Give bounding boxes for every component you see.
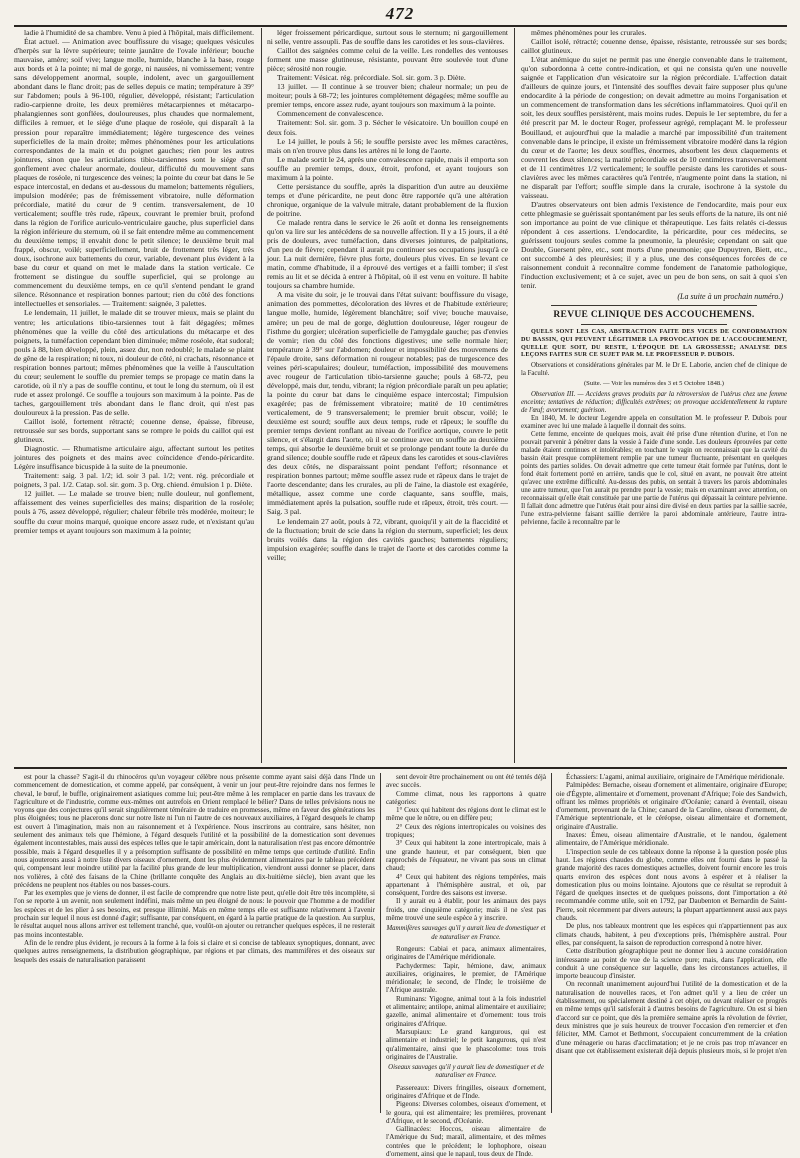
paragraph: On reconnaît unanimement aujourd'hui l'utilité de la domestication et de la naturalisation de nouvelles races, et l'on admet qu'il y a lieu de créer un établissement, ou spécialement destiné à cet objet, ou devant réaliser ce progrès en même temps qu'il satisferait à d'autres besoins de l'agriculture. On est si bien d'accord sur ce point, que dès la première semaine après la révolution de février, deux ministres que je suis heureux de trouver l'occasion d'en remercier et d'en féliciter, MM. Carnot et Bethmont, s'occupaient concurremment de la création d'une ménagerie ou haras d'acclimatation; et je ne crois pas trop m'avancer en disant que cet établissement existerait déjà depuis plusieurs mois, si le projet n'en [556,980,787,1055]
paragraph: Comme climat, nous les rapportons à quatre catégories: [386,789,546,806]
paragraph: Marsupiaux: Le grand kangurous, qui est alimentaire et industriel; le petit kangurous, qui n'est qu'alimentaire, ainsi que le phascolome: tous trois originaires de l'Australie. [386,1027,546,1061]
paragraph: A ma visite du soir, je le trouvai dans l'état suivant: bouffissure du visage, animation des pommettes, décoloration des lèvres et de l'habitude extérieure; langue molle, humide, légèrement blanchâtre; soif vive; bouche mauvaise, amère; un peu de mal de gorge, dégluttion douloureuse, léger rougeur de l'isthme du gorgier; ulcération superficielle de l'amygdale gauche; pas d'envies de vomir; rien du côté des fonctions digestives; une selle normale hier; température à 39° sur l'abdomen; douleur et impossibilité des mouvemens de l'épaule droite, sans déformation ni rougeur notables; pas de turgescence des veines péri-scapulaires; douleur, tuméfaction, impossibilité des mouvemens avec rougeur de l'articulation tibio-tarsienne gauche; pouls à 68-72, peu développé, mais dur, tendu, vibrant; la région précordiale paraît un peu aplatie; la pointe du cœur bat dans le cinquième espace intercostal; l'impulsion exagérée; pas de frémissement vibratoire; matité de 10 centimètres verticalement, de 9 transversalement; le premier bruit obscur, voilé; le deuxième est sourd; souffle aux deux temps, rude et râpeux; le souffle du premier temps devient ronflant au niveau de l'orifice aortique, couvre le petit silence, et s'élargit dans l'aorte, où il se continue avec un souffle au deuxième temps, qui absorbe le deuxième bruit et se prolonge pendant toute la durée du grand silence; double souffle rude et râpeux dans les carotides et sous-clavières des deux côtés, ne disparaissant point pendant l'effort; résonnance et respiration bonnes partout; même souffle assez rude et râpeux dans le trajet de l'aorte descendante; dans les crurales, au pli de l'aine, la diastole est exagérée, métallique, assez comme une corde claquante, sans souffle, mais, immédiatement après la pulsation, souffle rude et râpeux, étroit, très court. — Saig. 3 pal. [267,290,508,517]
paragraph: Commencement de convalescence. [277,109,384,119]
page-number: 472 [385,4,415,23]
paragraph: Pachydermes: Tapir, hémione, daw, animaux auxiliaires, originaires, le premier, de l'Amérique méridionale; le second, de l'Inde; le troisième de l'Afrique australe. [386,961,546,995]
article-subtitle: QUELS SONT LES CAS, ABSTRACTION FAITE DES VICES DE CONFORMATION DU BASSIN, QUI PEUVENT LÉGITIMER LA PROVOCATION DE L'ACCOUCHEMENT, QUELLE QUE SOIT, DU RESTE, L'ÉPOQUE DE LA GROSSESSE; ANALYSE DES LEÇONS FAITES SUR CE SUJET PAR M. LE PROFESSEUR P. DUBOIS. [521,328,787,359]
paragraph: 1° Ceux qui habitent des régions dont le climat est le même que le nôtre, ou en diffère peu; [386,806,546,823]
paragraph: Ce malade rentra dans le service le 26 août et donna les renseignements qu'on va lire sur les antécédens de sa nouvelle affection. Il y a 15 jours, il a été pris de douleurs, avec tuméfaction, dans diverses jointures, de palpitations, d'un peu de fièvre; cependant il aurait pu continuer ses occupations jusqu'à ce jour. La nuit dernière, fièvre plus forte, douleurs plus vives. En se levant ce matin, comme d'habitude, il a éprouvé des vertiges et a failli tomber; il s'est remis au lit et se décida à entrer à l'hôpital, où il est venu en voiture. Il habite toujours sa chambre humide. [267,217,508,291]
paragraph: mêmes phénomènes pour les crurales. [531,28,647,37]
section-divider [551,305,757,306]
column-rule-3 [380,773,381,1113]
paragraph: Par les exemples que je viens de donner, il est facile de comprendre que notre liste peut, qu'elle doit être très incomplète, si l'on se reporte à un avenir, non seulement indéfini, mais même un peu éloigné de nous: le pouvoir que l'homme a de modifier les espèces et de les plier à ses besoins, est presque illimité. Mais en même temps elle est suffisante relativement à l'avenir prochain sur lequel il nous est donné d'agir; suffisante, par conséquent, en égard à la partie pratique de la question. Au surplus, le résultat auquel nous allons arriver est tellement tranché, que, voulût-on ajouter ou retrancher quelques espèces, il ne resterait pas moins incontestable. [14,889,375,939]
paragraph: léger froissement péricardique, surtout sous le sternum; ni gargouillement ni selle, ventre assoupli. Pas de souffle dans les carotides et les sous-clavières. [267,28,508,47]
paragraph: Traitement: saig. 3 pal. 1/2; id. soir 3 pal. 1/2; vent. rég. précordiale et poignets, 3 pal. 1/2. Catap. sol. sir. gom. 3 p. Org. chiend. émulsion 1 p. Diète. [14,471,254,490]
continuation-note: (La suite à un prochain numéro.) [677,292,783,302]
paragraph: 12 juillet. — Le malade se trouve bien; nulle douleur, nul gonflement, affaissement des veines superficielles des mains; disparition de la roséole; pouls à 76, assez développé, régulier; chaleur fébrile très modérée, moiteur; le souffle du cœur moins marqué, quoique encore assez rude, et n'existant qu'au premier temps et ayant toujours son maximum à la pointe; [14,489,254,535]
column-rule-1 [261,28,262,763]
table-heading: Mammifères sauvages qu'il y aurait lieu de domestiquer et de naturaliser en France. [386,925,546,941]
paragraph: D'autres observateurs ont bien admis l'existence de l'endocardite, mais pour eux cette phlegmasie se guérissait spontanément par les seuls efforts de la nature, ils ont nié son importance au point de vue clinique et thérapeutique. Les faits relatés ci-dessus répondent à ces assertions. L'endocardite, la péricardite, pour ces médecins, se guérissent toujours seules comme la pneumonie, la pleurésie; cependant on sait que Double, Guersent père, etc., sont morts d'une pneumonie; que Dupuytren, Biett, etc., ont succombé à des pleurésies; il y a plus, une des conséquences forcées de ce raisonnement conduit à reconnaître comme fondement de l'anatomie pathologique, l'induction exclusivement; et à ce sujet, avec un peu de bon sens, on sait à quoi s'en tenir. [521,199,787,291]
paragraph: Inaxes: Émeu, oiseau alimentaire d'Australie, et le nandou, également alimentaire, de l'Amérique méridionale. [556,831,787,848]
paragraph: Caillot isolé, rétracté; couenne dense, épaisse, résistante, retroussée sur ses bords; caillot glutineux. [521,37,787,56]
column-a [14,28,254,763]
paragraph: Échassiers: L'agami, animal auxiliaire, originaire de l'Amérique méridionale. [566,773,785,781]
paragraph: De plus, nos tableaux montrent que les espèces qui n'appartiennent pas aux climats chauds, habitent, à peu d'exceptions près, l'hémisphère austral. Pour elles, par conséquent, la saison de reproduction correspond à notre hiver. [556,922,787,947]
paragraph: Le lendemain, 11 juillet, le malade dit se trouver mieux, mais se plaint du ventre; les articulations tibio-tarsiennes tout à fait dégagées; mêmes phénomènes que la veille du côté des articulations du métacarpe et des poignets, la tuméfaction cependant bien diminuée; même roséole, état sudoral; pouls à 88, bien développé, plein, assez dur, non redoublé; le malade se plaint de gêne de la respiration; ni toux, ni douleur de côté, ni crachats, résonnance et respiration bonnes partout; mêmes phénomènes que la veille à l'auscultation du cœur; seulement le souffle du premier temps se propage ce matin dans la carotide, où il n'y a pas de souffle continu, et tout le long du sternum, où il est rude et assez prolongé. Ce souffle a toujours son maximum à la pointe. Pas de taches, gargouillement très abondant dans le flanc droit, qui n'est pas douloureux à la pression. Pas de selle. [14,308,254,417]
paragraph: Il y aurait eu à établir, pour les animaux des pays froids, une cinquième catégorie; mais il ne s'est pas même trouvé une seule espèce à y inscrire. [386,897,546,923]
paragraph: Diagnostic. — Rhumatisme articulaire aigu, affectant surtout les petites jointures des poignets et des mains avec coïncidence d'endo-péricardite. Légère insuffisance bicuspide à la suite de la pneumonie. [14,444,254,472]
column-c [521,28,787,763]
table-heading: Oiseaux sauvages qu'il y aurait lieu de domestiquer et de naturaliser en France. [388,1064,544,1080]
paragraph: Traitement: Vésicat. rég. précordiale. Sol. sir. gom. 3 p. Diète. [277,73,466,83]
paragraph: est pour la chasse? S'agit-il du rhinocéros qu'un voyageur célèbre nous présente comme ayant saisi déjà dans l'Inde un commencement de domestication, et comme appelé, par conséquent, à venir un jour peut-être rejoindre dans nos fermes le cheval, le bœuf, le buffle, originairement asiatiques comme lui; peut-être même à les remplacer en partie dans les travaux de l'agriculture et de l'industrie, comme eux-mêmes ont autrefois en Orient remplacé le bélier? Dans de telles prévisions nous ne voyons que des conjectures qu'il serait singulièrement téméraire de traduire en promesses, même en faveur des générations les plus éloignées; tous ne placerons donc sur notre liste ni l'un ni l'autre de ces nouveaux auxiliaires, à l'égard desquels le champ est ouvert à l'imagination, mais non au raisonnement et à l'expérience. Nous inscrirons au contraire, sans hésiter, non seulement des animaux tels que l'hémione, à l'égard desquels l'utilité et la possibilité de la domestication sont devenues également incontestables, mais aussi des espèces telles que le tapir américain, dont la naturalisation n'est pas encore démontrée possible, mais à l'égard desquelles il y a présomption suffisante de possibilité en même temps que certitude d'utilité. Enfin nous ajouterons aussi à notre liste divers oiseaux d'ornement, dont les plus évidemment alimentaires par le tableau précédent qui, compensant leur moindre utilité par la facilité plus grande de leur multiplication, viendront aussi donner se placer, dans nos volières, à côté des faisans de la Chine (brillante conquête des Anglais au dix-huitième siècle), bien avant que les précédens ne peuplent nos étables ou nos basses-cours. [14,773,375,889]
section-divider [581,324,727,325]
column-rule-4 [551,773,552,1113]
paragraph: En 1840, M. le docteur Legendre appela en consultation M. le professeur P. Dubois pour examiner avec lui une malade à laquelle il donnait des soins. [521,414,787,430]
paragraph: Palmipèdes: Bernache, oiseau d'ornement et alimentaire, originaire d'Europe; oie d'Égypte, alimentaire et d'ornement, provenant d'Afrique; l'oie des Sandwich, offrant les mêmes propriétés et originaire d'Océanie; canard à éventail, oiseau d'ornement, provenant de la Chine; canard de la Caroline, oiseau d'ornement, de l'Amérique septentrionale, et le céréopse, oiseau alimentaire et d'ornement, originaire d'Australie. [556,781,787,831]
paragraph: sent devoir être prochainement ou ont été tentés déjà avec succès. [386,773,546,790]
paragraph: Gallinacées: Hoccos, oiseau alimentaire de l'Amérique du Sud; maraïl, alimentaire, et des mêmes contrées que le précédent; le lophophore, oiseau d'ornement, ainsi que le napaul, tous deux de l'Inde. [386,1125,546,1158]
paragraph: Cette femme, enceinte de quelques mois, avait été prise d'une rétention d'urine, et l'on ne pouvait parvenir à pénétrer dans la vessie à l'aide d'une sonde. Les douleurs éprouvées par cette malade étaient continues et intolérables; en touchant le vagin on reconnaissait que la cavité du bassin était presque complètement remplie par une tumeur fluctuante, présentant en quelques points des parties solides. On devait admettre que cette tumeur était formée par l'utérus, dont le fond était fortement porté en arrière, tandis que le col, situé en avant, ne pouvait être atteint qu'avec une extrême difficulté. Au-dessus des pubis, on sentait à travers les parois abdominales une autre tumeur, que l'on aurait pu prendre pour la vessie; mais en examinant avec attention, on reconnaissait qu'elle était constituée par une partie de l'utérus qui dépassait la ceinture pelvienne. Il fallait donc admettre que l'utérus était pour ainsi dire divisé en deux parties par la saillie sacrée, l'une extra-pelvienne faisant saillie derrière la paroi abdominale antérieure, l'autre intra-pelvienne, facile à reconnaître par le [521,430,787,526]
paragraph: 13 juillet. — Il continue à se trouver bien; chaleur normale; un peu de moiteur; pouls à 68-72; les jointures complétement dégagées; même souffle au premier temps, encore assez rude, ayant toujours son maximum à la pointe. [267,82,508,110]
feuilleton-column-left [14,773,375,1113]
author-line: Observations et considérations générales par M. le Dr E. Laborie, ancien chef de clinique de la Faculté. [521,361,787,377]
paragraph: Afin de le rendre plus évident, je recours à la forme à la fois si claire et si concise de tableaux synoptiques, donnant, avec quelques autres renseignemens, la distribution géographique, par régions et par climats, des mammifères et des oiseaux sur lesquels des essais de naturalisation paraissent [14,938,375,964]
feuilleton-column-middle [386,773,546,1158]
feuilleton-column-right [556,773,787,1113]
paragraph: Ruminans: Yigogne, animal tout à la fois industriel et alimentaire; antilope, animal alimentaire et auxiliaire; gazelle, animal alimentaire et d'ornement: tous trois originaires d'Afrique. [386,994,546,1028]
feuilleton-rule [14,767,787,769]
suite-line: (Suite. — Voir les numéros des 3 et 5 Octobre 1848.) [583,379,725,387]
paragraph: Cette persistance du souffle, après la disparition d'un autre au deuxième temps et d'une péricardite, ne peut donc être rapportée qu'à une altération chronique, organique de la valvule mitrale, datant probablement de la fluxion de poitrine. [267,181,508,218]
section-title: REVUE CLINIQUE DES ACCOUCHEMENS. [553,310,755,321]
paragraph: ladie à l'humidité de sa chambre. Venu à pied à l'hôpital, mais difficilement. [24,28,254,37]
paragraph: Traitement: Sol. sir. gom. 3 p. Sécher le vésicatoire. Un bouillon coupé en deux fois. [267,118,508,137]
paragraph: Caillot des saignées comme celui de la veille. Les rondelles des ventouses forment une masse glutineuse, résistante, pouvant être soulevée tout d'une pièce; sérosité non rougie. [267,46,508,74]
column-rule-2 [514,28,515,763]
observation-title: Observation III. — Accidens graves produits par la rétroversion de l'utérus chez une femme enceinte; tentatives de réduction; difficultés extrêmes; on provoque accidentellement la rupture de l'œuf; avortement; guérison. [521,390,787,414]
column-b [267,28,508,763]
paragraph: Rongeurs: Cabiai et paca, animaux alimentaires, originaires de l'Amérique méridionale. [386,944,546,962]
paragraph: 4° Ceux qui habitent des régions tempérées, mais appartenant à l'hémisphère austral, et où, par conséquent, l'ordre des saisons est inverse. [386,872,546,898]
paragraph: Passereaux: Divers fringilles, oiseaux d'ornement, originaires d'Afrique et de l'Inde. [386,1083,546,1100]
paragraph: 3° Ceux qui habitent la zone intertropicale, mais à une grande hauteur, et par conséquent, bien que rapprochés de l'équateur, ne vivant pas sous un climat chaud; [386,839,546,873]
paragraph: 2° Ceux des régions intertropicales ou voisines des tropiques; [386,822,546,840]
paragraph: Caillot isolé, fortement rétracté; couenne dense, épaisse, fibreuse, retroussée sur ses bords, supportant sans se rompre le poids du caillot qui est glutineux. [14,417,254,445]
paragraph: Le lendemain 27 août, pouls à 72, vibrant, quoiqu'il y ait de la flaccidité et de la fluctuation; bruit de scie dans la région du sternum, superficiel; les deux bruits voilés dans la région des cavités gauches; battements réguliers; impulsion exagérée; souffle dans le trajet de l'aorte et des carotides comme la veille; [267,516,508,562]
paragraph: L'état anémique du sujet ne permit pas une énergie convenable dans le traitement, qu'on subordonna à cette contre-indication, et qui ne consista qu'en une nouvelle saignée et l'application d'un vésicatoire sur la région précordiale. L'affection datait d'ailleurs de quinze jours, et l'intensité des souffles devait faire supposer plus qu'une endocardite à la période de congestion; on devait admettre au moins l'organisation et un commencement de transformation dans les sécrétions inflammatoires. Quoi qu'il en soit, les deux souffles persistèrent, mais moins rudes. Depuis le 1er septembre, du fer a été prescrit par M. le docteur Roger, professeur agrégé, remplaçant M. le professeur Bouillaud, et aujourd'hui que la maladie a marché par impossibilité d'un traitement convenable dans le principe, il existe un frémissement vibratoire modéré dans la région du cœur et de l'aorte; les deux souffles, énormes, absorbent les deux claquements et couvrent les deux silences; la matité précordiale est de 10 centimètres transversalement et de 11 centimètres 1/2 verticalement; le souffle persiste dans les carotides et sous-clavières avec les mêmes caractères qu'à l'entrée, n'augmente point dans la station, ni ne disparaît par l'effort; souffle simple dans la crurale, isochrone à la systole du vaisseau. [521,55,787,200]
paragraph: Le 14 juillet, le pouls à 56; le souffle persiste avec les mêmes caractères, mais on n'en trouve plus dans les artères ni le long de l'aorte. [267,136,508,155]
header-rule [14,25,787,27]
paragraph: État actuel. — Animation avec bouffissure du visage; quelques vésicules d'herpès sur la lèvre supérieure; teinte jaunâtre de l'ovale inférieur; bouche mauvaise, amère; soif vive; langue molle, humide, blanche à la base, rouge aux bords et à la pointe; ni mal de gorge, ni nausées, ni vomissement; ventre sans développement anormal, souple, indolent, avec un gargouillement abondant dans le flanc droit; pas de selles depuis ce matin; température à 39° sur l'abdomen; pouls à 96-100, régulier, développé, résistant; l'articulation radio-carpienne droite, les deux premières métacarpiennes et métacarpo-phalangiennes sont gonflées, douloureuses, plus chaudes que normalement, difficiles à remuer, et le siége d'une plaque de roséole, qui disparaît à la pression pour reparaître immédiatement; légère turgescence des veines superficielles de la main droite; mêmes phénomènes pour les articulations correspondantes de la main et du poignet gauches; rien pour les autres jointures, sinon que les articulations tibio-tarsiennes sont le siége d'un gonflement avec chaleur anormale, douleur, difficulté du mouvement sans plaques de roséole, ni turgescence des veines; la pointe du cœur bat dans le 5e espace intercostal, en dedans et au-dessous du mamelon; battements réguliers, impulsion modérée; pas de frémissement vibratoire, nulle déformation précordiale, matité du cœur de 9 centim. transversalement, de 10 verticalement; souffle très rude, râpeux, couvrant le premier bruit, profond dans la région de l'orifice auriculo-ventriculaire gauche, plus superficiel dans la région inférieure du sternum, où il se fait entendre même au commencement du deuxième temps; il envahit donc le petit silence; le deuxième bruit mal frappé, obscur, voilé; superficiellement, bruit de frottement très léger, très doux, isochrone aux battements du cœur, variable, devenant plus évident à la base du cœur et quand on met le malade dans la station verticale. Ce frottement se distingue du souffle superficiel, qui se prolonge au commencement du deuxième temps, en ce qu'il s'entend pendant le grand silence. Résonnance et respiration bonnes partout; rien du côté des fonctions intellectuelles et sensoriales. — Traitement: saignée, 3 palettes. [14,37,254,309]
paragraph: L'inspection seule de ces tableaux donne la réponse à la question posée plus haut. Les régions chaudes du globe, comme elles ont fourni dans le passé la grande majorité des races domestiques actuelles, doivent fournir encore les trois quarts environ des espèces dont nous avons à espérer et à réaliser la domestication plus ou moins lointaine. Ajoutons que ce résultat se reproduit à l'égard de quelques insectes et de quelques poissons, dont l'importation a été recommandée comme utile, soit en 1792, par Daubenton et Bernardin de Saint-Pierre, soit récemment par divers auteurs; la plupart appartiennent aussi aux pays chauds. [556,847,787,923]
paragraph: Cette distribution géographique peut ne donner lieu à aucune considération intéressante au point de vue de la science pure; mais, dans l'application, elle conduit à une conséquence sur laquelle, dans les circonstances actuelles, il importe beaucoup d'insister. [556,947,787,981]
paragraph: Pigeons: Diverses colombes, oiseaux d'ornement, et le goura, qui est alimentaire; les premières, provenant d'Afrique, et le second, d'Océanie. [386,1100,546,1125]
paragraph: Le malade sortit le 24, après une convalescence rapide, mais il emporta son souffle au premier temps, doux, étroit, profond, et ayant toujours son maximum à la pointe. [267,154,508,182]
